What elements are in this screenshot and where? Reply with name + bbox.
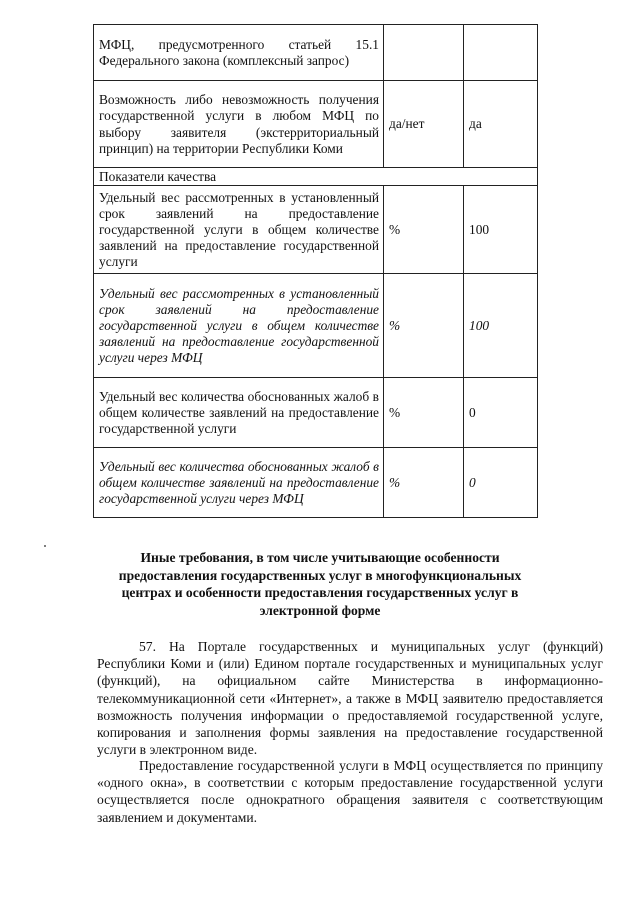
table-row (94, 274, 538, 378)
table-row (94, 186, 538, 274)
indicator-unit: % (384, 378, 464, 448)
indicator-unit: % (384, 448, 464, 518)
section-heading: Иные требования, в том числе учитывающие особенности предоставления государственных услуг в многофункциональных центрах и особенности предоставления государственных услуг в электронной форме (118, 550, 522, 618)
indicator-name: МФЦ, предусмотренного статьей 15.1 Федерального закона (комплексный запрос) (94, 25, 384, 81)
indicator-unit: да/нет (384, 81, 464, 168)
indicator-value: 0 (464, 378, 538, 448)
indicator-value: 100 (464, 274, 538, 378)
table-row (94, 378, 538, 448)
table-section-row (94, 168, 538, 186)
indicator-value: да (464, 81, 538, 168)
indicator-name: Удельный вес рассмотренных в установленный срок заявлений на предоставление государственной услуги в общем количестве заявлений на предоставление государственной услуги (94, 186, 384, 274)
indicator-value: 100 (464, 186, 538, 274)
indicator-unit (384, 25, 464, 81)
indicator-value: 0 (464, 448, 538, 518)
indicator-unit: % (384, 274, 464, 378)
scan-speck (44, 545, 46, 547)
table-row (94, 448, 538, 518)
table-row (94, 81, 538, 168)
indicator-name: Удельный вес рассмотренных в установленный срок заявлений на предоставление государственной услуги в общем количестве заявлений на предоставление государственной услуги через МФЦ (94, 274, 384, 378)
indicator-name: Удельный вес количества обоснованных жалоб в общем количестве заявлений на предоставление государственной услуги (94, 378, 384, 448)
indicator-name: Возможность либо невозможность получения государственной услуги в любом МФЦ по выбору заявителя (экстерриториальный принцип) на территории Республики Коми (94, 81, 384, 168)
paragraph: Предоставление государственной услуги в МФЦ осуществляется по принципу «одного окна», в соответствии с которым предоставление государственной услуги осуществляется после однократного обращения заявителя с соответствующим заявлением и документами. (97, 758, 603, 825)
indicator-name: Удельный вес количества обоснованных жалоб в общем количестве заявлений на предоставление государственной услуги через МФЦ (94, 448, 384, 518)
indicator-value (464, 25, 538, 81)
table-row (94, 25, 538, 81)
indicator-unit: % (384, 186, 464, 274)
paragraph: 57. На Портале государственных и муниципальных услуг (функций) Республики Коми и (или) Едином портале государственных и муниципальных услуг (функций), на официальном сайте Министерства в информационно-телекоммуникационной сети «Интернет», а также в МФЦ заявителю предоставляется возможность получения информации о предоставляемой государственной услуге, копирования и заполнения формы заявления на предоставление государственной услуги в электронном виде. (97, 639, 603, 758)
indicators-table (93, 24, 538, 518)
section-title: Показатели качества (94, 168, 538, 186)
